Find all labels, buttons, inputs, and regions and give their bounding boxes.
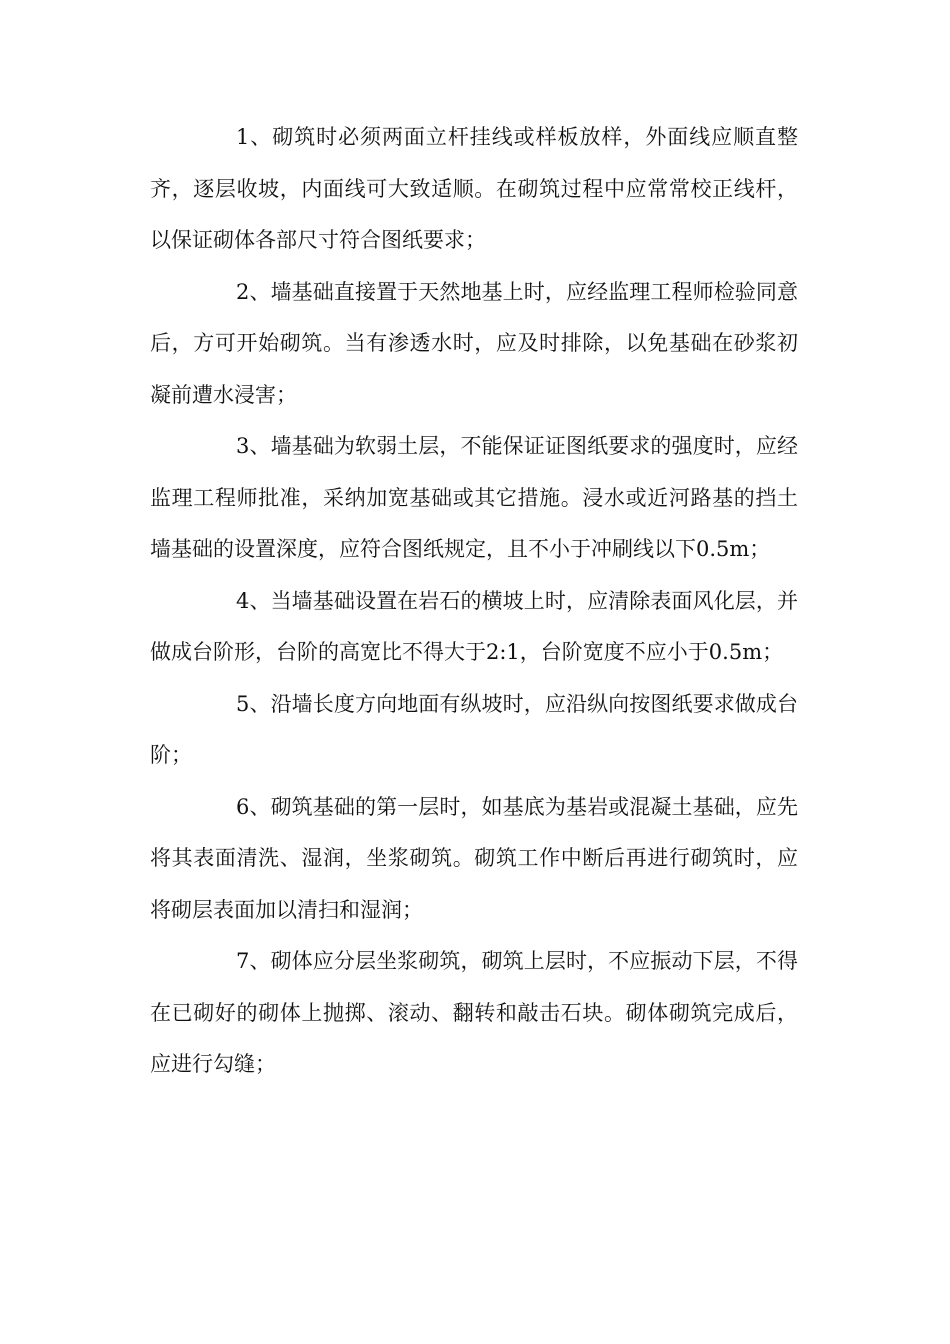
paragraph-3: 3、墙基础为软弱土层，不能保证证图纸要求的强度时，应经监理工程师批准，采纳加宽基础或其它措施。浸水或近河路基的挡土墙基础的设置深度，应符合图纸规定，且不小于冲刷线以下0.5m； [150,434,798,561]
paragraph-5: 5、沿墙长度方向地面有纵坡时，应沿纵向按图纸要求做成台阶； [150,691,798,767]
paragraph-2: 2、墙基础直接置于天然地基上时，应经监理工程师检验同意后，方可开始砌筑。当有渗透水时，应及时排除，以免基础在砂浆初凝前遭水浸害； [150,279,798,407]
paragraph-6: 6、砌筑基础的第一层时，如基底为基岩或混凝土基础，应先将其表面清洗、湿润，坐浆砌筑。砌筑工作中断后再进行砌筑时，应将砌层表面加以清扫和湿润； [150,794,798,922]
paragraph-1: 1、砌筑时必须两面立杆挂线或样板放样，外面线应顺直整齐，逐层收坡，内面线可大致适顺。在砌筑过程中应常常校正线杆，以保证砌体各部尺寸符合图纸要求； [150,125,798,252]
paragraph-4: 4、当墙基础设置在岩石的横坡上时，应清除表面风化层，并做成台阶形，台阶的高宽比不得大于2:1，台阶宽度不应小于0.5m； [150,588,798,664]
document-body [150,112,798,1091]
paragraph-7: 7、砌体应分层坐浆砌筑，砌筑上层时，不应振动下层，不得在已砌好的砌体上抛掷、滚动、翻转和敲击石块。砌体砌筑完成后，应进行勾缝； [150,949,798,1076]
